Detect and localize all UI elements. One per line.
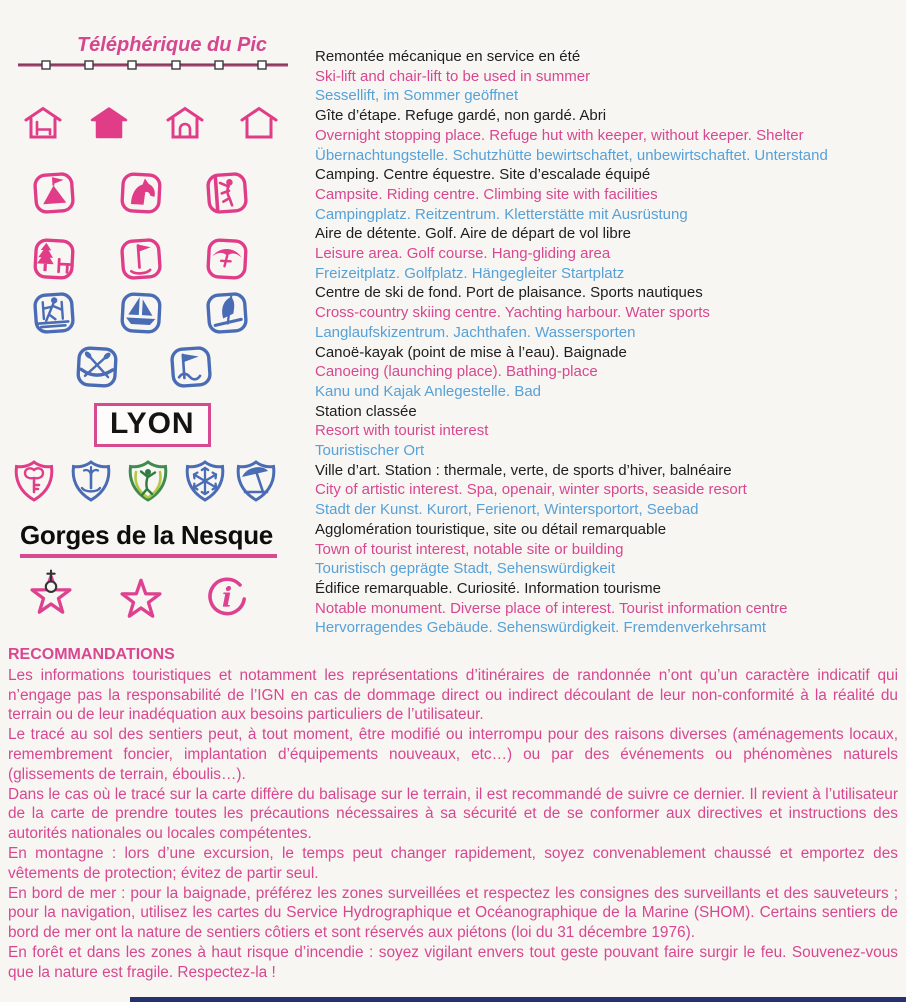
- seaside-umbrella-icon: [234, 458, 278, 504]
- legend-line-en: Cross-country skiing centre. Yachting harbour. Water sports: [315, 304, 710, 322]
- cableway-line-icon: [14, 58, 292, 72]
- legend-line-fr: Gîte d’étape. Refuge gardé, non gardé. Abri: [315, 107, 607, 125]
- town-name-box: LYON: [94, 403, 211, 447]
- golf-flag-icon: [119, 237, 164, 282]
- legend-line-de: Kanu und Kajak Anlegestelle. Bad: [315, 382, 542, 400]
- legend-line-en: Notable monument. Diverse place of interest. Tourist information centre: [315, 599, 788, 617]
- winter-sports-snowflake-icon: [183, 458, 227, 504]
- page-edge-bar: [130, 997, 906, 1002]
- legend-entries: [315, 47, 905, 638]
- curiosity-star-icon: [116, 572, 166, 624]
- legend-line-fr: Ville d’art. Station : thermale, verte, de sports d’hiver, balnéaire: [315, 461, 732, 479]
- legend-line-en: Ski-lift and chair-lift to be used in summer: [315, 67, 591, 85]
- yachting-sailboat-icon: [119, 291, 163, 335]
- legend-line-de: Freizeitplatz. Golfplatz. Hängegleiter Startplatz: [315, 264, 625, 282]
- cableway-label: Téléphérique du Pic: [76, 34, 268, 56]
- openair-resort-icon: [126, 458, 170, 504]
- recommendations-title: RECOMMANDATIONS: [8, 646, 175, 663]
- legend-line-en: Canoeing (launching place). Bathing-place: [315, 363, 598, 381]
- recommendation-paragraph: Les informations touristiques et notamment les représentations d’itinéraires de randonnée n’ont qu’un caractère indicatif qui n’engage pas la responsabilité de l’IGN en cas de dommage direct ou indirect découlant de leur non-conformité à la réalité du terrain ou de leur inadéquation aux besoins particuliers de l’utilisateur.: [8, 666, 898, 724]
- legend-line-de: Sessellift, im Sommer geöffnet: [315, 87, 519, 105]
- spa-fountain-icon: [69, 458, 113, 504]
- legend-line-fr: Canoë-kayak (point de mise à l’eau). Baignade: [315, 343, 627, 361]
- gite-etape-icon: [24, 106, 62, 140]
- tourist-information-icon: [202, 572, 252, 624]
- legend-line-de: Hervorragendes Gebäude. Sehenswürdigkeit. Fremdenverkehrsamt: [315, 619, 767, 637]
- city-of-art-key-icon: [12, 458, 56, 504]
- legend-line-fr: Centre de ski de fond. Port de plaisance. Sports nautiques: [315, 284, 703, 302]
- bathing-flag-icon: [169, 345, 214, 390]
- legend-line-fr: Agglomération touristique, site ou détail remarquable: [315, 520, 667, 538]
- site-name-label: Gorges de la Nesque: [20, 520, 277, 558]
- recommendation-paragraph: Dans le cas où le tracé sur la carte diffère du balisage sur le terrain, il est recommandé de suivre ce dernier. Il revient à l’utilisateur de la carte de prendre toutes les précautions nécessaires à sa sécurité et de se conformer aux directives et instructions des autorités nationales ou locales compétentes.: [8, 785, 898, 843]
- legend-line-fr: Édifice remarquable. Curiosité. Information tourisme: [315, 579, 661, 597]
- recommendation-paragraph: Le tracé au sol des sentiers peut, à tout moment, être modifié ou interrompu pour des raisons diverses (aménagements locaux, remembrement foncier, implantation d’équipements nouveaux, etc…) ou par des événements ou phénomènes naturels (glissements de terrain, éboulis…).: [8, 726, 898, 783]
- refuge-garde-icon: [90, 106, 128, 140]
- recommendation-paragraph: En bord de mer : pour la baignade, préférez les zones surveillées et respectez les consignes des surveillants et des sauveteurs ; pour la navigation, utilisez les cartes du Service Hydrographique et Océanographique de la Marine (SHOM). Certains sentiers de bord de mer ont la nature de sentiers côtiers et sont réservés aux piétons (loi du 31 décembre 1976).: [8, 884, 898, 942]
- refuge-non-garde-icon: [166, 106, 204, 140]
- svg-text:i: i: [221, 582, 233, 614]
- climbing-site-icon: [205, 171, 250, 216]
- legend-line-fr: Station classée: [315, 402, 417, 420]
- legend-line-de: Touristisch geprägte Stadt, Sehenswürdigkeit: [315, 560, 616, 578]
- legend-line-de: Übernachtungstelle. Schutzhütte bewirtschaftet, unbewirtschaftet. Unterstand: [315, 146, 828, 164]
- legend-line-fr: Camping. Centre équestre. Site d’escalade équipé: [315, 166, 651, 184]
- abri-icon: [240, 106, 278, 140]
- recommendations-section: [8, 645, 898, 983]
- leisure-area-tree-icon: [32, 237, 76, 281]
- legend-line-de: Stadt der Kunst. Kurort, Ferienort, Wintersportort, Seebad: [315, 501, 699, 519]
- cross-country-skier-icon: [32, 291, 77, 336]
- legend-line-fr: Aire de détente. Golf. Aire de départ de vol libre: [315, 225, 632, 243]
- water-sports-windsurf-icon: [205, 291, 250, 336]
- hang-glider-icon: [205, 237, 249, 281]
- legend-line-en: Campsite. Riding centre. Climbing site with facilities: [315, 185, 658, 203]
- legend-line-de: Langlaufskizentrum. Jachthafen. Wassersporten: [315, 323, 636, 341]
- legend-line-de: Touristischer Ort: [315, 442, 425, 460]
- legend-line-fr: Remontée mécanique en service en été: [315, 48, 581, 65]
- riding-centre-horse-icon: [119, 171, 163, 215]
- recommendation-paragraph: En forêt et dans les zones à haut risque d’incendie : soyez vigilant envers tout geste pouvant faire surgir le feu. Souvenez-vous que la nature est fragile. Respectez-la !: [8, 943, 898, 981]
- campsite-tent-icon: [32, 171, 77, 216]
- legend-line-en: Overnight stopping place. Refuge hut with keeper, without keeper. Shelter: [315, 126, 804, 144]
- canoe-kayak-icon: [75, 345, 119, 389]
- notable-monument-star-icon: [26, 568, 76, 620]
- legend-line-en: Town of tourist interest, notable site or building: [315, 540, 624, 558]
- legend-line-en: Leisure area. Golf course. Hang-gliding area: [315, 245, 611, 263]
- legend-line-en: Resort with tourist interest: [315, 422, 489, 440]
- legend-line-en: City of artistic interest. Spa, openair, winter sports, seaside resort: [315, 481, 747, 499]
- legend-line-de: Campingplatz. Reitzentrum. Kletterstätte mit Ausrüstung: [315, 205, 688, 223]
- recommendation-paragraph: En montagne : lors d’une excursion, le temps peut changer rapidement, soyez convenablement chaussé et emportez des vêtements de protection; évitez de partir seul.: [8, 844, 898, 882]
